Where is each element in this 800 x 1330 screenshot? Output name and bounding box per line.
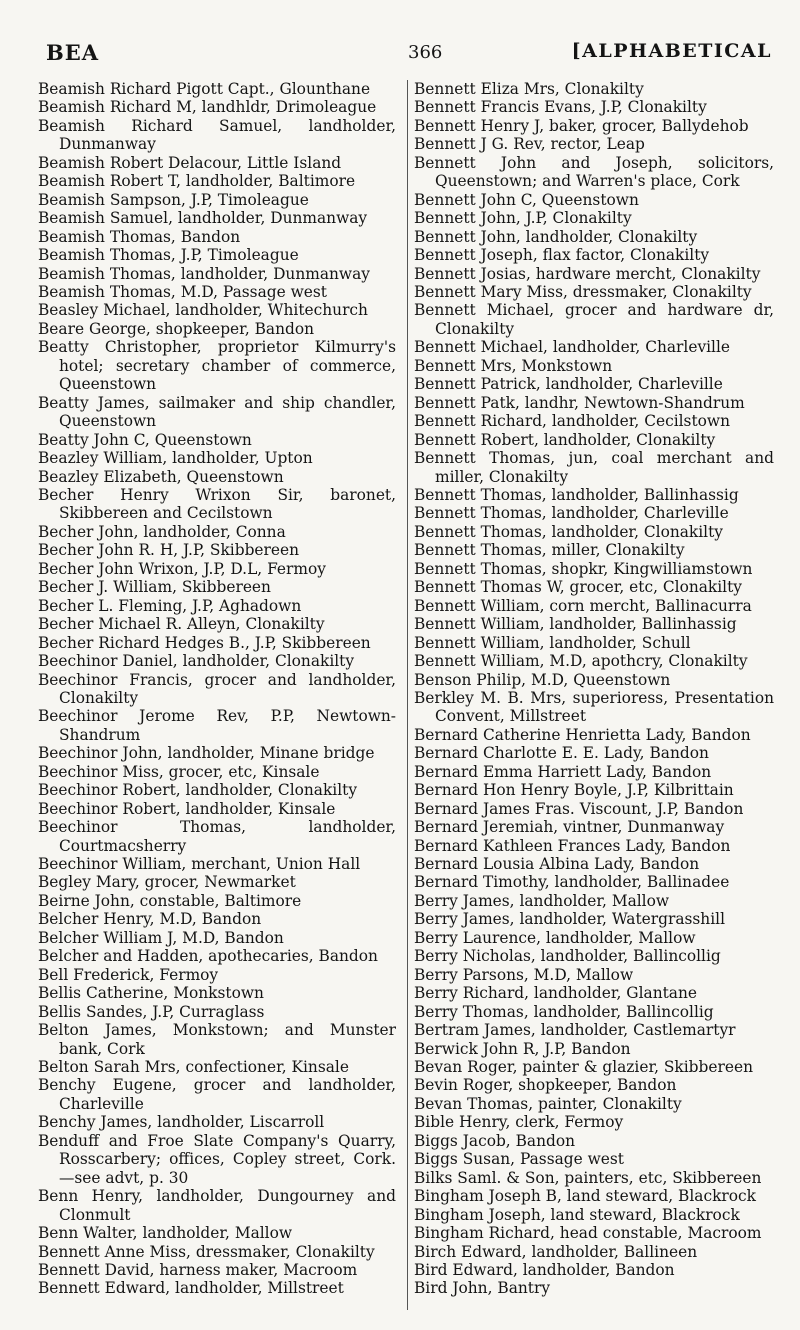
- directory-entry: Bennett William, landholder, Schull: [414, 633, 691, 652]
- directory-entry: Bertram James, landholder, Castlemartyr: [414, 1021, 736, 1040]
- directory-entry: Beamish Thomas, landholder, Dunmanway: [38, 264, 370, 283]
- directory-entry: Berry Thomas, landholder, Ballincollig: [414, 1002, 714, 1021]
- directory-entry: Bernard Catherine Henrietta Lady, Bandon: [414, 725, 751, 744]
- directory-entry: Bellis Sandes, J.P, Curraglass: [38, 1002, 265, 1021]
- directory-entry: Bennett John, J.P, Clonakilty: [414, 209, 632, 228]
- directory-entry: Bellis Catherine, Monkstown: [38, 984, 264, 1003]
- directory-entry: Beechinor Robert, landholder, Clonakilty: [38, 781, 358, 800]
- directory-entry: Bennett Thomas W, grocer, etc, Clonakilty: [414, 578, 742, 597]
- directory-entry: Bernard Hon Henry Boyle, J.P, Kilbrittain: [414, 781, 734, 800]
- directory-entry: Bevin Roger, shopkeeper, Bandon: [414, 1076, 677, 1095]
- page-number: 366: [408, 42, 443, 63]
- directory-entry: Bennett Eliza Mrs, Clonakilty: [414, 80, 644, 98]
- directory-entry: Becher Henry Wrixon Sir, baronet, Skibbereen and Cecilstown: [38, 485, 396, 523]
- directory-entry: Berry Richard, landholder, Glantane: [414, 984, 697, 1003]
- directory-entry: Becher John Wrixon, J.P, D.L, Fermoy: [38, 559, 326, 578]
- directory-entry: Bennett Patrick, landholder, Charleville: [414, 375, 723, 394]
- directory-entry: Berkley M. B. Mrs, superioress, Presentation Convent, Millstreet: [414, 688, 774, 726]
- directory-entry: Beamish Samuel, landholder, Dunmanway: [38, 209, 368, 228]
- directory-entry: Birch Edward, landholder, Ballineen: [414, 1242, 698, 1261]
- directory-entry: Bingham Richard, head constable, Macroom: [414, 1224, 762, 1243]
- directory-entry: Bennett Mary Miss, dressmaker, Clonakilty: [414, 282, 752, 301]
- directory-entry: Bennett Thomas, landholder, Clonakilty: [414, 522, 723, 541]
- directory-entry: Bennett Robert, landholder, Clonakilty: [414, 430, 716, 449]
- directory-entry: Bennett Anne Miss, dressmaker, Clonakilty: [38, 1242, 375, 1261]
- directory-entry: Bernard Emma Harriett Lady, Bandon: [414, 762, 712, 781]
- directory-entry: Bennett Edward, landholder, Millstreet: [38, 1279, 344, 1298]
- directory-entry: Becher Michael R. Alleyn, Clonakilty: [38, 615, 325, 634]
- directory-entry: Beamish Richard Pigott Capt., Glounthane: [38, 80, 371, 98]
- directory-entry: Beatty Christopher, proprietor Kilmurry's hotel; secretary chamber of commerce, Queenstown: [38, 338, 396, 394]
- directory-entry: Bevan Thomas, painter, Clonakilty: [414, 1094, 682, 1113]
- directory-entry: Beazley Elizabeth, Queenstown: [38, 467, 284, 486]
- directory-entry: Bennett J G. Rev, rector, Leap: [414, 135, 645, 154]
- directory-entry: Beamish Sampson, J.P, Timoleague: [38, 190, 309, 209]
- directory-entry: Bilks Saml. & Son, painters, etc, Skibbereen: [414, 1168, 762, 1187]
- directory-entry: Benchy James, landholder, Liscarroll: [38, 1113, 325, 1132]
- directory-entry: Bennett John, landholder, Clonakilty: [414, 227, 698, 246]
- directory-entry: Bennett David, harness maker, Macroom: [38, 1261, 358, 1279]
- directory-entry: Bernard Jeremiah, vintner, Dunmanway: [414, 818, 725, 837]
- directory-entry: Bennett Richard, landholder, Cecilstown: [414, 412, 730, 431]
- directory-entry: Becher L. Fleming, J.P, Aghadown: [38, 596, 302, 615]
- directory-entry: Beamish Robert T, landholder, Baltimore: [38, 172, 356, 191]
- directory-entry: Bennett Thomas, landholder, Ballinhassig: [414, 485, 739, 504]
- directory-entry: Becher John R. H, J.P, Skibbereen: [38, 541, 300, 560]
- page-header: [0, 40, 800, 70]
- directory-entry: Bennett Michael, landholder, Charleville: [414, 338, 731, 357]
- directory-entry: Benchy Eugene, grocer and landholder, Charleville: [38, 1076, 396, 1113]
- right-column: [414, 80, 774, 1298]
- directory-entry: Beatty John C, Queenstown: [38, 430, 252, 449]
- directory-entry: Beamish Thomas, Bandon: [38, 227, 241, 246]
- directory-entry: Beasley Michael, landholder, Whitechurch: [38, 301, 368, 320]
- directory-entry: Belcher Henry, M.D, Bandon: [38, 910, 262, 929]
- directory-entry: Bird Edward, landholder, Bandon: [414, 1261, 675, 1279]
- directory-entry: Bennett Thomas, jun, coal merchant and miller, Clonakilty: [414, 449, 774, 486]
- directory-entry: Beamish Thomas, J.P, Timoleague: [38, 246, 299, 265]
- directory-entry: Berry James, landholder, Mallow: [414, 891, 670, 910]
- directory-entry: Bennett Michael, grocer and hardware dr, Clonakilty: [414, 301, 774, 338]
- directory-entry: Bird John, Bantry: [414, 1279, 551, 1298]
- directory-entry: Bernard Charlotte E. E. Lady, Bandon: [414, 744, 709, 763]
- directory-entry: Bingham Joseph, land steward, Blackrock: [414, 1205, 740, 1224]
- column-divider: [407, 80, 408, 1310]
- directory-entry: Bernard Kathleen Frances Lady, Bandon: [414, 836, 731, 855]
- directory-entry: Belton Sarah Mrs, confectioner, Kinsale: [38, 1058, 349, 1077]
- directory-entry: Bennett Joseph, flax factor, Clonakilty: [414, 246, 710, 265]
- directory-entry: Belcher and Hadden, apothecaries, Bandon: [38, 947, 378, 966]
- directory-entry: Beechinor Robert, landholder, Kinsale: [38, 799, 336, 818]
- directory-entry: Bevan Roger, painter & glazier, Skibbereen: [414, 1058, 753, 1077]
- directory-entry: Bennett Josias, hardware mercht, Clonakilty: [414, 264, 761, 283]
- directory-entry: Bernard Lousia Albina Lady, Bandon: [414, 855, 700, 874]
- directory-entry: Berry Parsons, M.D, Mallow: [414, 965, 634, 984]
- directory-entry: Berry James, landholder, Watergrasshill: [414, 910, 725, 929]
- directory-entry: Bennett Henry J, baker, grocer, Ballydehob: [414, 116, 749, 135]
- directory-entry: Belcher William J, M.D, Bandon: [38, 928, 284, 947]
- directory-entry: Bell Frederick, Fermoy: [38, 965, 219, 984]
- directory-entry: Beirne John, constable, Baltimore: [38, 891, 302, 910]
- directory-entry: Bennett Thomas, landholder, Charleville: [414, 504, 729, 523]
- directory-entry: Benn Henry, landholder, Dungourney and Clonmult: [38, 1187, 396, 1224]
- directory-entry: Begley Mary, grocer, Newmarket: [38, 873, 296, 892]
- directory-entry: Beamish Richard Samuel, landholder, Dunmanway: [38, 116, 396, 154]
- directory-entry: Bennett William, corn mercht, Ballinacurra: [414, 596, 752, 615]
- directory-entry: Bennett Mrs, Monkstown: [414, 356, 613, 375]
- directory-entry: Berry Laurence, landholder, Mallow: [414, 928, 696, 947]
- directory-entry: Bennett Thomas, shopkr, Kingwilliamstown: [414, 559, 753, 578]
- directory-entry: Bennett William, landholder, Ballinhassig: [414, 615, 737, 634]
- directory-entry: Bible Henry, clerk, Fermoy: [414, 1113, 624, 1132]
- directory-entry: Biggs Susan, Passage west: [414, 1150, 624, 1169]
- directory-entry: Becher Richard Hedges B., J.P, Skibbereen: [38, 633, 371, 652]
- directory-entry: Belton James, Monkstown; and Munster bank, Cork: [38, 1021, 396, 1058]
- directory-entry: Becher J. William, Skibbereen: [38, 578, 271, 597]
- directory-entry: Berwick John R, J.P, Bandon: [414, 1039, 631, 1058]
- directory-entry: Biggs Jacob, Bandon: [414, 1131, 576, 1150]
- directory-entry: Becher John, landholder, Conna: [38, 522, 286, 541]
- directory-entry: Beatty James, sailmaker and ship chandler, Queenstown: [38, 393, 396, 431]
- directory-entry: Bennett Francis Evans, J.P, Clonakilty: [414, 98, 707, 117]
- directory-entry: Beamish Thomas, M.D, Passage west: [38, 282, 327, 301]
- directory-entry: Bernard James Fras. Viscount, J.P, Bandon: [414, 799, 744, 818]
- directory-entry: Beazley William, landholder, Upton: [38, 449, 313, 468]
- directory-entry: Beare George, shopkeeper, Bandon: [38, 319, 315, 338]
- left-column: [38, 80, 396, 1298]
- directory-entry: Beechinor William, merchant, Union Hall: [38, 855, 361, 874]
- directory-entry: Beechinor Thomas, landholder, Courtmacsherry: [38, 818, 396, 855]
- directory-entry: Bennett Patk, landhr, Newtown-Shandrum: [414, 393, 745, 412]
- running-head-left: BEA: [46, 40, 100, 65]
- directory-entry: Bernard Timothy, landholder, Ballinadee: [414, 873, 730, 892]
- directory-entry: Benson Philip, M.D, Queenstown: [414, 670, 671, 689]
- directory-entry: Beechinor Miss, grocer, etc, Kinsale: [38, 762, 320, 781]
- directory-entry: Bennett John C, Queenstown: [414, 190, 639, 209]
- directory-entry: Berry Nicholas, landholder, Ballincollig: [414, 947, 721, 966]
- directory-entry: Benduff and Froe Slate Company's Quarry, Rosscarbery; offices, Copley street, Cork. —see advt, p. 30: [38, 1131, 396, 1187]
- directory-entry: Bennett William, M.D, apothcry, Clonakilty: [414, 652, 748, 671]
- directory-entry: Beechinor Jerome Rev, P.P, Newtown-Shandrum: [38, 707, 396, 744]
- directory-entry: Bingham Joseph B, land steward, Blackrock: [414, 1187, 756, 1206]
- running-head-right: [ALPHABETICAL: [571, 40, 772, 62]
- directory-entry: Bennett John and Joseph, solicitors, Queenstown; and Warren's place, Cork: [414, 153, 774, 191]
- directory-entry: Beechinor Daniel, landholder, Clonakilty: [38, 652, 355, 671]
- directory-entry: Beechinor John, landholder, Minane bridge: [38, 744, 375, 763]
- directory-entry: Benn Walter, landholder, Mallow: [38, 1224, 293, 1243]
- directory-entry: Beamish Robert Delacour, Little Island: [38, 153, 342, 172]
- directory-entry: Bennett Thomas, miller, Clonakilty: [414, 541, 685, 560]
- directory-entry: Beamish Richard M, landhldr, Drimoleague: [38, 98, 377, 117]
- directory-entry: Beechinor Francis, grocer and landholder, Clonakilty: [38, 670, 396, 707]
